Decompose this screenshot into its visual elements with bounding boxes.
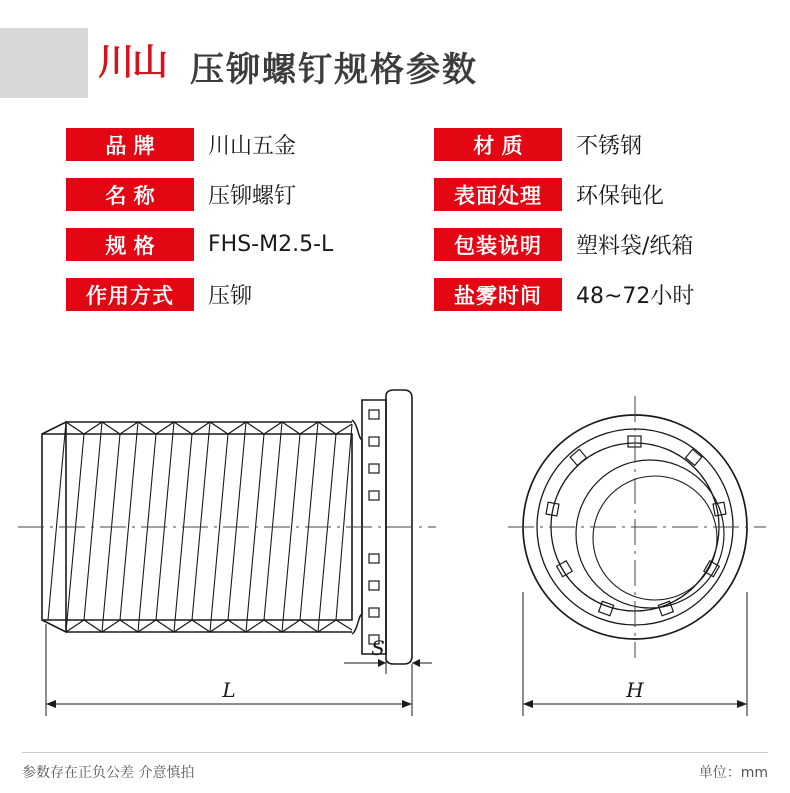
footer-divider [22,752,768,753]
footer-unit: 单位：mm [698,765,768,781]
spec-row [66,128,296,161]
spec-row [434,178,664,211]
spec-label-packaging: 包装说明 [434,228,562,261]
dim-label-l: L [222,678,236,702]
spec-value-salt-spray: 48~72小时 [576,284,695,309]
spec-label-surface: 表面处理 [434,178,562,211]
spec-table [0,128,790,338]
spec-row [66,278,252,311]
spec-row [66,228,333,261]
spec-label-salt-spray: 盐雾时间 [434,278,562,311]
spec-row [434,228,693,261]
technical-drawing [0,352,790,744]
spec-value-surface: 环保钝化 [576,184,665,209]
spec-value-action: 压铆 [208,284,253,309]
spec-label-material: 材 质 [434,128,562,161]
spec-value-packaging: 塑料袋/纸箱 [576,234,694,259]
spec-label-model: 规 格 [66,228,194,261]
spec-label-name: 名 称 [66,178,194,211]
page-header [0,28,790,98]
page-title: 压铆螺钉规格参数 [190,50,478,90]
spec-value-material: 不锈钢 [576,134,643,159]
logo-text: 川山 [97,42,166,83]
spec-value-name: 压铆螺钉 [208,184,297,209]
spec-row [434,278,694,311]
footer-note: 参数存在正负公差 介意慎拍 [22,765,195,781]
spec-value-brand: 川山五金 [208,134,297,159]
spec-label-action: 作用方式 [66,278,194,311]
brand-logo [88,28,176,98]
dim-label-s: S [371,636,385,660]
dim-label-h: H [626,678,644,702]
spec-row [66,178,296,211]
spec-label-brand: 品 牌 [66,128,194,161]
spec-value-model: FHS-M2.5-L [208,232,334,257]
header-grey-block [0,28,88,98]
spec-row [434,128,642,161]
